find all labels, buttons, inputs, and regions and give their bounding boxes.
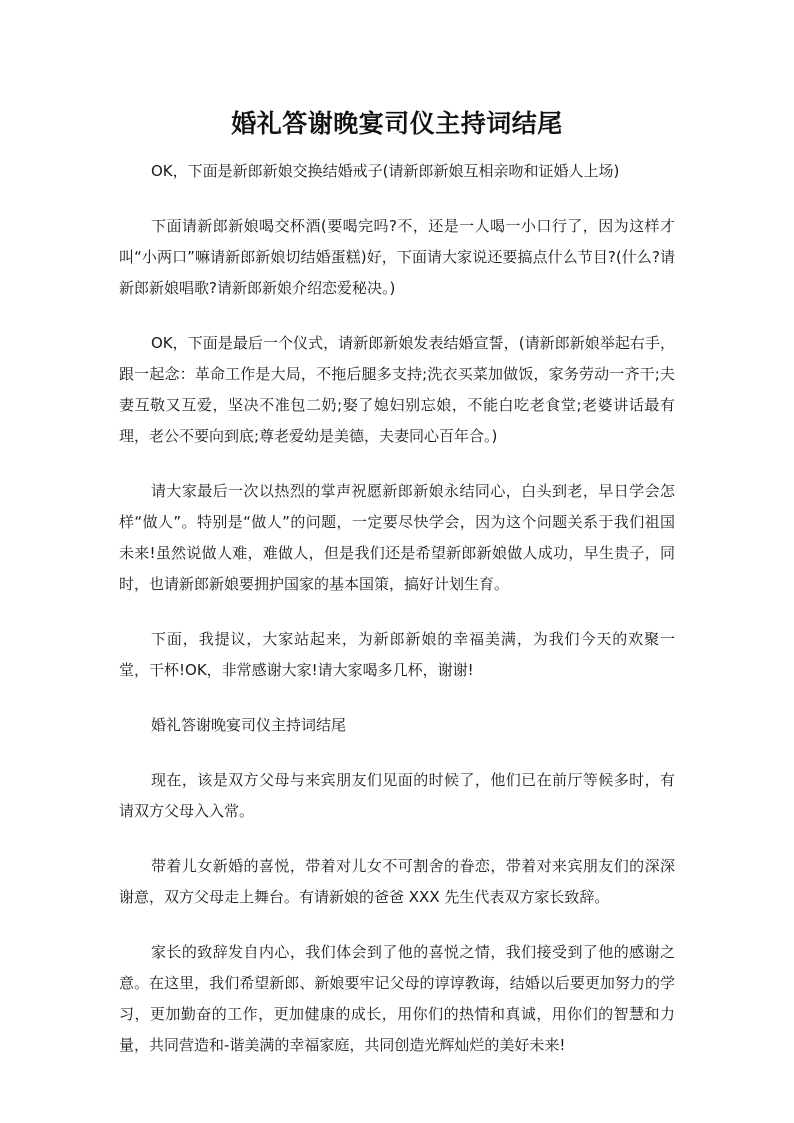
- document-body: [119, 156, 675, 1085]
- paragraph-blessing: 请大家最后一次以热烈的掌声祝愿新郎新娘永结同心，白头到老，早日学会怎样“做人”。特别是“做人”的问题，一定要尽快学会，因为这个问题关系于我们祖国未来!虽然说做人难，难做人，但是我们还是希望新郎新娘做人成功，早生贵子，同时，也请新郎新娘要拥护国家的基本国策，搞好计划生育。: [119, 482, 675, 593]
- paragraph-closing-wishes: 家长的致辞发自内心，我们体会到了他的喜悦之情，我们接受到了他的感谢之意。在这里，我们希望新郎、新娘要牢记父母的谆谆教诲，结婚以后要更加努力的学习，更加勤奋的工作，更加健康的成长，用你们的热情和真诚，用你们的智慧和力量，共同营造和-谐美满的幸福家庭，共同创造光辉灿烂的美好未来!: [119, 943, 675, 1054]
- section-heading: 婚礼答谢晚宴司仪主持词结尾: [151, 716, 347, 734]
- paragraph-cheers: 下面，我提议，大家站起来，为新郎新娘的幸福美满，为我们今天的欢聚一堂，干杯!OK，非常感谢大家!请大家喝多几杯，谢谢!: [119, 630, 675, 679]
- document-title: 婚礼答谢晚宴司仪主持词结尾: [231, 109, 563, 138]
- paragraph-ring-exchange: OK，下面是新郎新娘交换结婚戒子(请新郎新娘互相亲吻和证婚人上场): [151, 162, 620, 180]
- paragraph-wedding-vow: OK，下面是最后一个仪式，请新郎新娘发表结婚宣誓，(请新郎新娘举起右手，跟一起念：革命工作是大局，不拖后腿多支持;洗衣买菜加做饭，家务劳动一齐干;夫妻互敬又互爱，坚决不准包二奶;娶了媳妇别忘娘，不能白吃老食堂;老婆讲话最有理，老公不要向到底;尊老爱幼是美德，夫妻同心百年合。): [119, 334, 675, 445]
- paragraph-parents-entrance: 现在，该是双方父母与来宾朋友们见面的时候了，他们已在前厅等候多时，有请双方父母入入常。: [119, 771, 675, 820]
- paragraph-wedding-toast: 下面请新郎新娘喝交杯酒(要喝完吗?不，还是一人喝一小口行了，因为这样才叫“小两口”嘛请新郎新娘切结婚蛋糕)好，下面请大家说还要搞点什么节目?(什么?请新郎新娘唱歌?请新郎新娘介绍恋爱秘决。): [119, 217, 675, 297]
- paragraph-parents-speech-intro: 带着儿女新婚的喜悦，带着对儿女不可割舍的眷恋，带着对来宾朋友们的深深谢意，双方父母走上舞台。有请新娘的爸爸 XXX 先生代表双方家长致辞。: [119, 857, 675, 906]
